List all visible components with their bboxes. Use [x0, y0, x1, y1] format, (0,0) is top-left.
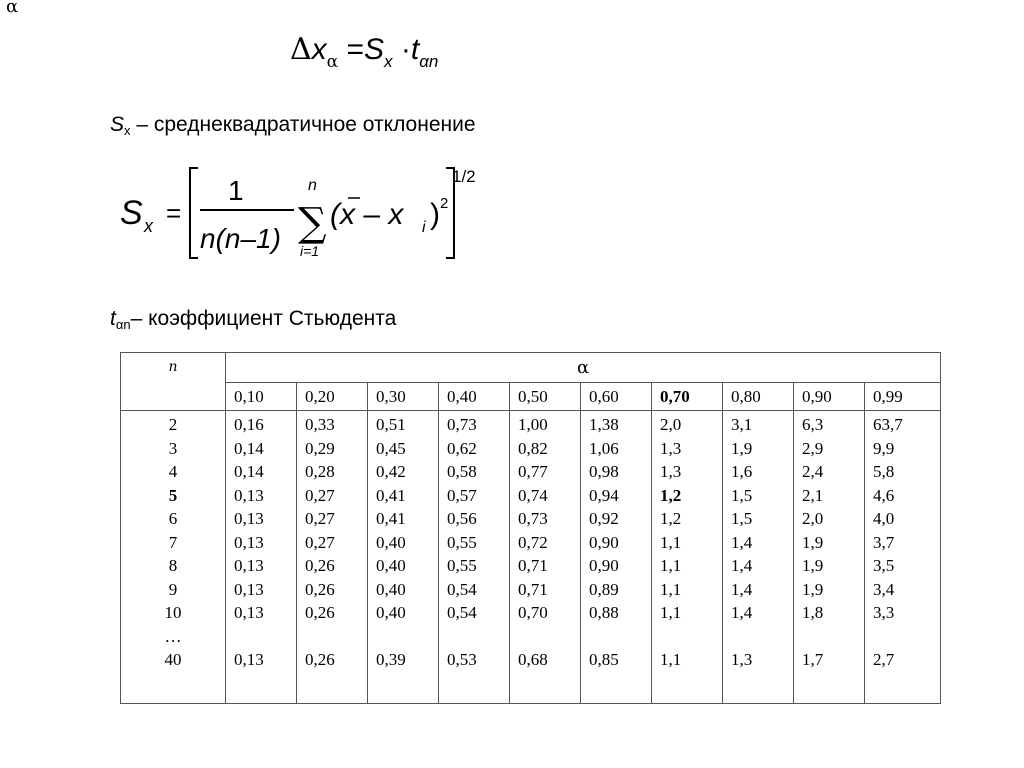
coefficient-value: 0,14 [234, 438, 264, 458]
coefficient-column [510, 411, 581, 704]
coefficient-value: 0,27 [305, 485, 335, 505]
coefficient-value: 0,94 [589, 485, 619, 505]
coefficient-value: 0,71 [518, 579, 548, 599]
coefficient-value: 0,26 [305, 556, 335, 575]
coefficient-value [234, 625, 296, 649]
formula2-numerator: 1 [228, 175, 244, 206]
coefficient-value: 0,26 [305, 579, 335, 599]
coefficient-value: 0,42 [376, 462, 406, 481]
coefficient-value: 0,54 [447, 603, 477, 622]
coefficient-value: 0,13 [234, 509, 264, 528]
coefficient-value: 0,33 [305, 415, 335, 434]
coefficient-value [660, 625, 722, 649]
coefficient-value: 0,40 [376, 579, 406, 599]
coefficient-value: 1,1 [660, 532, 682, 552]
coefficient-value [518, 625, 580, 649]
delta-symbol: Δ [290, 32, 312, 67]
coefficient-column [226, 411, 297, 704]
formula1-x-sub: α [326, 52, 339, 72]
sx-caption-sub: x [124, 123, 131, 138]
coefficient-value [376, 625, 438, 649]
coefficient-value: 0,57 [447, 485, 477, 505]
n-value: 5 [168, 485, 178, 505]
coefficient-value: 0,73 [447, 415, 477, 434]
n-value: 6 [168, 509, 178, 528]
coefficient-value: 0,39 [376, 650, 406, 669]
coefficient-value: 0,82 [518, 438, 548, 458]
t-caption-symbol: t [110, 307, 116, 330]
formula2-S: S [120, 194, 143, 232]
coefficient-value: 3,3 [873, 603, 895, 622]
coefficient-value: 0,16 [234, 415, 264, 434]
coefficient-value: 1,8 [802, 603, 824, 622]
coefficient-value: 63,7 [873, 415, 903, 434]
t-caption [110, 307, 396, 331]
coefficient-value: 0,72 [518, 532, 548, 552]
alpha-value-cell: 0,90 [794, 383, 865, 411]
alpha-value-cell: 0,99 [865, 383, 941, 411]
coefficient-value: 3,7 [873, 532, 895, 552]
alpha-value-cell: 0,80 [723, 383, 794, 411]
coefficient-value: 1,38 [589, 415, 619, 434]
student-coefficient-table [120, 352, 940, 704]
coefficient-value: 0,54 [447, 579, 477, 599]
n-value: 9 [168, 579, 178, 599]
formula-delta-x [290, 32, 438, 72]
coefficient-value: 1,7 [802, 650, 824, 669]
coefficient-value: 0,74 [518, 485, 548, 505]
coefficient-column [439, 411, 510, 704]
formula1-eq: = [346, 33, 365, 66]
coefficient-value: 0,55 [447, 532, 477, 552]
sum-upper: n [308, 177, 317, 194]
n-value: … [164, 626, 182, 646]
formula2-eq: = [166, 198, 182, 228]
coefficient-value: 0,68 [518, 650, 548, 669]
coefficient-value [802, 625, 864, 649]
formula1-t: t [410, 33, 420, 66]
formula1-x: x [311, 33, 327, 66]
coefficient-value: 2,9 [802, 438, 824, 458]
coefficient-value: 1,1 [660, 603, 682, 622]
n-value: 40 [164, 650, 182, 669]
coefficient-value: 0,98 [589, 462, 619, 481]
sx-caption-symbol: S [110, 113, 125, 136]
coefficient-value: 1,4 [731, 532, 753, 552]
coefficient-column [297, 411, 368, 704]
alpha-value-cell: 0,60 [581, 383, 652, 411]
n-value: 8 [168, 556, 178, 575]
coefficient-value: 0,26 [305, 603, 335, 622]
coefficient-value [873, 625, 940, 649]
coefficient-value [731, 625, 793, 649]
coefficient-value: 3,5 [873, 556, 895, 575]
n-value: 7 [168, 532, 178, 552]
coefficient-value: 0,90 [589, 556, 619, 575]
formula2-square: 2 [440, 195, 449, 212]
coefficient-value: 0,92 [589, 509, 619, 528]
coefficient-value: 1,1 [660, 556, 682, 575]
coefficient-value: 1,1 [660, 650, 682, 669]
student-table [120, 352, 941, 704]
formula1-dot: · [400, 33, 411, 66]
coefficient-column [652, 411, 723, 704]
coefficient-value: 2,4 [802, 462, 824, 481]
coefficient-value: 0,28 [305, 462, 335, 481]
coefficient-value: 0,41 [376, 509, 406, 528]
coefficient-value: 0,85 [589, 650, 619, 669]
formula2-S-sub: x [144, 216, 153, 236]
coefficient-column [865, 411, 941, 704]
coefficient-value [447, 625, 509, 649]
coefficient-column [368, 411, 439, 704]
sigma-symbol: ∑ [298, 200, 327, 246]
alpha-header: α [226, 353, 941, 383]
coefficient-value: 0,40 [376, 556, 406, 575]
n-value: 4 [168, 462, 178, 481]
coefficient-value: 1,9 [802, 579, 824, 599]
alpha-value-cell: 0,40 [439, 383, 510, 411]
coefficient-column [794, 411, 865, 704]
formula1-t-sub: αn [419, 52, 439, 71]
t-caption-sub: αn [115, 317, 131, 332]
formula-std-deviation [118, 160, 488, 270]
formula1-S: S [364, 33, 385, 66]
coefficient-value: 0,88 [589, 603, 619, 622]
coefficient-value: 6,3 [802, 415, 824, 434]
coefficient-value: 1,6 [731, 462, 753, 481]
coefficient-value: 2,1 [802, 485, 824, 505]
n-column [121, 411, 226, 704]
coefficient-value: 0,13 [234, 650, 264, 669]
coefficient-value: 1,06 [589, 438, 619, 458]
coefficient-value: 0,13 [234, 532, 264, 552]
coefficient-value: 0,55 [447, 556, 477, 575]
n-value: 10 [164, 603, 182, 622]
coefficient-value: 1,1 [660, 579, 682, 599]
coefficient-value: 0,53 [447, 650, 477, 669]
formula2-denominator: n(n–1) [200, 223, 281, 254]
coefficient-value: 4,6 [873, 485, 895, 505]
n-value: 3 [168, 438, 178, 458]
coefficient-column [581, 411, 652, 704]
coefficient-value: 1,9 [731, 438, 753, 458]
formula2-term-sub: i [422, 219, 426, 236]
coefficient-value: 0,27 [305, 509, 335, 528]
alpha-value-cell: 0,20 [297, 383, 368, 411]
coefficient-value: 0,51 [376, 415, 406, 434]
coefficient-value: 0,73 [518, 509, 548, 528]
coefficient-value: 0,26 [305, 650, 335, 669]
coefficient-value: 5,8 [873, 462, 895, 481]
left-bracket [190, 168, 198, 258]
sx-caption-text: – среднеквадратичное отклонение [130, 113, 476, 136]
formula2-term-close: ) [430, 198, 440, 231]
coefficient-value: 0,27 [305, 532, 335, 552]
alpha-values-row [121, 383, 941, 411]
coefficient-value: 0,45 [376, 438, 406, 458]
coefficient-value: 1,2 [660, 509, 682, 528]
formula2-term: (x – x [330, 198, 404, 231]
n-header: n [121, 353, 226, 411]
coefficient-value: 2,0 [802, 509, 824, 528]
alpha-symbol: α [6, 0, 19, 17]
coefficient-value: 4,0 [873, 509, 895, 528]
coefficient-value: 0,13 [234, 485, 264, 505]
coefficient-value: 1,5 [731, 485, 753, 505]
coefficient-value: 0,62 [447, 438, 477, 458]
coefficient-value: 0,71 [518, 556, 548, 575]
coefficient-value: 1,3 [660, 462, 682, 481]
coefficient-column [723, 411, 794, 704]
coefficient-value: 0,13 [234, 603, 264, 622]
coefficient-value: 0,14 [234, 462, 264, 481]
coefficient-value: 0,58 [447, 462, 477, 481]
coefficient-value: 1,9 [802, 556, 824, 575]
coefficient-value: 1,4 [731, 556, 753, 575]
formula2-power: 1/2 [452, 167, 476, 186]
n-value: 2 [168, 415, 178, 434]
coefficient-value: 0,70 [518, 603, 548, 622]
coefficient-value: 0,29 [305, 438, 335, 458]
coefficient-value: 1,2 [660, 485, 682, 505]
coefficient-value: 2,0 [660, 415, 682, 434]
coefficient-value: 1,3 [660, 438, 682, 458]
coefficient-value: 0,90 [589, 532, 619, 552]
table-body-row [121, 411, 941, 704]
coefficient-value [305, 625, 367, 649]
coefficient-value: 3,1 [731, 415, 753, 434]
coefficient-value: 0,77 [518, 462, 548, 481]
alpha-value-cell: 0,10 [226, 383, 297, 411]
sx-caption [110, 113, 476, 137]
coefficient-value: 1,00 [518, 415, 548, 434]
coefficient-value: 1,5 [731, 509, 753, 528]
coefficient-value: 1,9 [802, 532, 824, 552]
alpha-value-cell: 0,70 [652, 383, 723, 411]
coefficient-value: 0,40 [376, 532, 406, 552]
coefficient-value: 0,41 [376, 485, 406, 505]
coefficient-value: 0,56 [447, 509, 477, 528]
coefficient-value: 0,13 [234, 556, 264, 575]
alpha-value-cell: 0,30 [368, 383, 439, 411]
formula1-S-sub: x [384, 52, 393, 71]
coefficient-value: 0,89 [589, 579, 619, 599]
coefficient-value: 0,40 [376, 603, 406, 622]
coefficient-value: 0,13 [234, 579, 264, 599]
coefficient-value: 2,7 [873, 650, 895, 669]
alpha-value-cell: 0,50 [510, 383, 581, 411]
coefficient-value: 3,4 [873, 579, 895, 599]
coefficient-value: 1,4 [731, 579, 753, 599]
coefficient-value: 1,4 [731, 603, 753, 622]
coefficient-value: 9,9 [873, 438, 895, 458]
coefficient-value: 1,3 [731, 650, 753, 669]
sum-lower: i=1 [300, 243, 320, 259]
t-caption-text: – коэффициент Стьюдента [130, 307, 397, 330]
coefficient-value [589, 625, 651, 649]
